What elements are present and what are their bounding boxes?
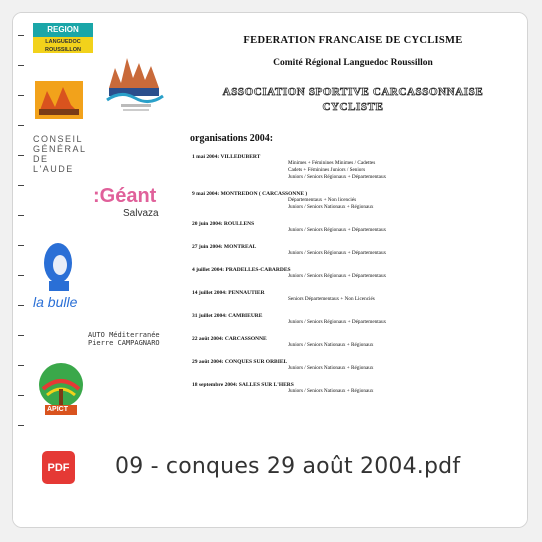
conseil-logo — [33, 79, 93, 174]
event-category: Juniors / Seniors Nationaux + Régionaux — [288, 342, 374, 348]
file-name[interactable]: 09 - conques 29 août 2004.pdf — [115, 454, 461, 479]
geant-sub: Salvaza — [123, 208, 159, 219]
event-item — [188, 313, 518, 326]
event-title: 20 juin 2004: ROULLENS — [192, 221, 255, 227]
margin-tick — [18, 95, 24, 96]
event-title: 1 mai 2004: VILLEDUBERT — [192, 154, 261, 160]
margin-tick — [18, 125, 24, 126]
margin-tick — [18, 395, 24, 396]
event-category: Juniors / Seniors Nationaux + Régionaux — [288, 204, 374, 210]
event-category: Cadets + Féminines Juniors / Seniors — [288, 167, 366, 173]
event-item — [188, 336, 518, 349]
region-sub: LANGUEDOC ROUSSILLON — [33, 37, 93, 53]
event-category: Départementaux + Non licenciés — [288, 197, 357, 203]
event-item — [188, 359, 518, 372]
conseil-line2: GÉNÉRAL — [33, 144, 87, 154]
event-category: Juniors / Seniors Régionaux + Départementaux — [288, 273, 387, 279]
apict-logo — [33, 359, 89, 429]
auto-line2: Pierre CAMPAGNARO — [88, 339, 160, 347]
margin-tick — [18, 65, 24, 66]
event-category: Juniors / Seniors Régionaux + Départementaux — [288, 319, 387, 325]
margin-tick — [18, 185, 24, 186]
event-title: 14 juillet 2004: PENNAUTIER — [192, 290, 265, 296]
event-item — [188, 154, 518, 181]
margin-tick — [18, 245, 24, 246]
margin-tick — [18, 215, 24, 216]
margin-tick — [18, 275, 24, 276]
bulle-label: la bulle — [33, 294, 78, 310]
margin-tick — [18, 335, 24, 336]
event-item — [188, 382, 518, 395]
sponsor-sidebar — [13, 13, 193, 455]
event-category: Juniors / Seniors Nationaux + Régionaux — [288, 388, 374, 394]
event-item — [188, 244, 518, 257]
event-title: 18 septembre 2004: SALLES SUR L'HERS — [192, 382, 294, 388]
auto-line1: AUTO Méditerranée — [88, 331, 160, 339]
event-item — [188, 191, 518, 211]
event-category: Juniors / Seniors Régionaux + Départementaux — [288, 227, 387, 233]
event-category: Juniors / Seniors Nationaux + Régionaux — [288, 365, 374, 371]
federation-title: FEDERATION FRANCAISE DE CYCLISME — [243, 35, 463, 46]
event-list — [188, 154, 518, 395]
conseil-line3: DE L'AUDE — [33, 154, 74, 174]
event-title: 29 août 2004: CONQUES SUR ORBIEL — [192, 359, 288, 365]
event-item — [188, 267, 518, 280]
apict-label: APICT — [47, 406, 68, 413]
event-item — [188, 221, 518, 234]
event-title: 9 mai 2004: MONTREDON ( CARCASSONNE ) — [192, 191, 308, 197]
file-card[interactable] — [12, 12, 528, 528]
margin-tick — [18, 35, 24, 36]
document-body — [188, 35, 518, 395]
bulle-logo — [33, 241, 93, 315]
event-title: 22 août 2004: CARCASSONNE — [192, 336, 267, 342]
margin-tick — [18, 305, 24, 306]
event-category: Seniors Départementaux + Non Licenciés — [288, 296, 375, 302]
auto-logo — [88, 331, 188, 347]
margin-tick — [18, 365, 24, 366]
geant-label: :Géant — [93, 185, 157, 207]
organisations-heading: organisations 2004: — [190, 133, 274, 144]
event-title: 4 juillet 2004: PRADELLES-CABARDES — [192, 267, 291, 273]
event-item — [188, 290, 518, 303]
pdf-preview[interactable] — [13, 13, 528, 455]
event-category: Minimes + Féminines Minimes / Cadettes — [288, 160, 376, 166]
conseil-line1: CONSEIL — [33, 134, 84, 144]
margin-tick — [18, 155, 24, 156]
castle-logo — [101, 38, 169, 116]
event-category: Juniors / Seniors Régionaux + Départementaux — [288, 174, 387, 180]
pdf-file-icon: PDF — [42, 451, 75, 484]
geant-logo — [93, 185, 183, 219]
region-label: REGION — [33, 23, 93, 37]
region-logo — [33, 23, 93, 55]
event-title: 27 juin 2004: MONTREAL — [192, 244, 257, 250]
margin-tick — [18, 425, 24, 426]
association-title-line1: ASSOCIATION SPORTIVE CARCASSONNAISE — [222, 86, 484, 98]
association-title-line2: CYCLISTE — [322, 101, 384, 113]
comite-title: Comité Régional Languedoc Roussillon — [273, 58, 433, 68]
event-category: Juniors / Seniors Régionaux + Départementaux — [288, 250, 387, 256]
event-title: 31 juillet 2004: CAMBIEURE — [192, 313, 263, 319]
